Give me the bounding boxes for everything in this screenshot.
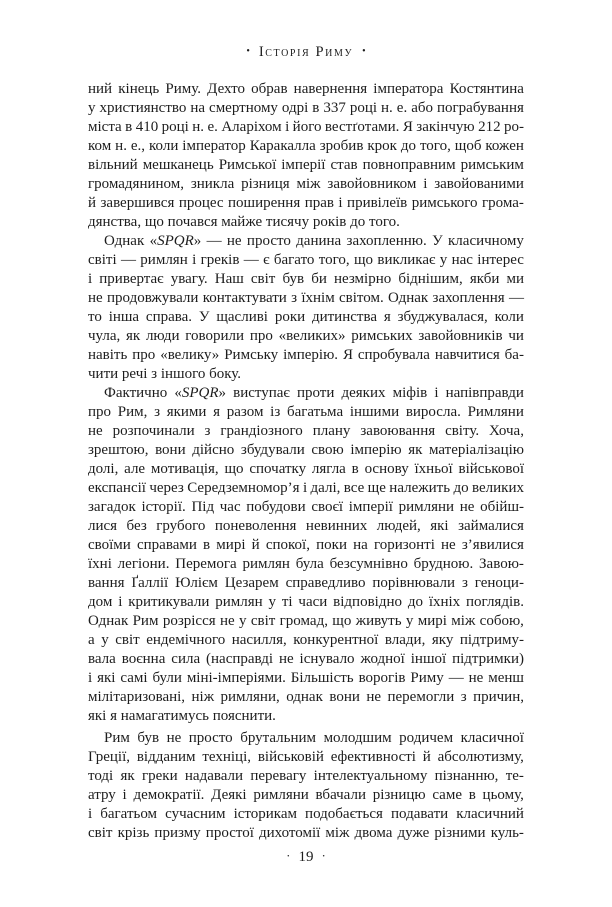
text-line: дом і критикували римлян у ті часи відповідно до їхніх поглядів. [88,594,524,610]
text-line: дянства, що почався майже тисячу років до того. [88,214,400,230]
text-line: світ крізь призму простої дихотомії між двома дуже різними куль- [88,825,524,841]
text-line: не продовжували контактувати з їхнім світом. Однак захоплення — [88,290,524,306]
footer-dot-icon: · [321,848,326,863]
text-line: а у світ ендемічного насилля, конкурентної влади, яку підтриму- [88,632,524,648]
text-line: зрештою, вони дійсно збудували свою імперію як матеріалізацію [88,442,524,458]
text-line: атру і демократії. Деякі римляни вбачали різницю саме в цьому, [88,787,524,803]
text-line: Однак «SPQR» — не просто данина захопленню. У класичному [104,233,524,249]
paragraph [88,384,524,726]
paragraph [88,729,524,843]
text-line: мілітаризовані, ніж римляни, однак вони не перемогли з причин, [88,689,524,705]
text-line: загадок історії. Під час побудови своєї імперії римляни не обійш- [88,499,524,515]
page-footer [0,848,612,866]
text-block [88,80,524,843]
text-line: вала воєнна сила (насправді не існувало жодної іншої підтримки) [88,651,524,667]
text-line: і які самі були міні-імперіями. Більшість ворогів Риму — не менш [88,670,524,686]
text-line: про Рим, з якими я разом із багатьма іншими виросла. Римляни [88,404,524,420]
paragraph [88,80,524,232]
text-line: тоді як греки надавали перевагу інтелектуальному пізнанню, те- [88,768,524,784]
page-number: 19 [298,849,314,865]
header-title: Історія Риму [258,44,354,60]
text-line: чула, як люди говорили про «великих» римських завойовників чи [88,328,524,344]
text-line: і привертає увагу. Наш світ був би незмірно біднішим, якби ми [88,271,524,287]
text-line: громадянином, зникла різниця між завойовником і завойованими [88,176,524,192]
running-header [0,44,612,61]
text-line: Рим був не просто брутальним молодшим родичем класичної [104,730,524,746]
text-line: не розпочинали з грандіозного плану завоювання світу. Хоча, [88,423,524,439]
text-line: ний кінець Риму. Дехто обрав навернення імператора Костянтина [88,81,524,97]
footer-dot-icon: · [286,848,291,863]
text-line: які я намагатимусь пояснити. [88,708,276,724]
text-line: вання Ґаллії Юлієм Цезарем справедливо порівнювали з геноци- [88,575,524,591]
text-line: і багатьом сучасним історикам подобається подавати класичний [88,806,524,822]
text-line: чити речі з іншого боку. [88,366,242,382]
text-line: у християнство на смертному одрі в 337 році н. е. або пограбування [88,100,524,116]
header-bullet-icon: • [246,46,250,57]
text-line: то інша справа. У щасливі роки дитинства я збуджувалася, коли [88,309,524,325]
text-line: навіть про «велику» Римську імперію. Я спробувала навчитися ба- [88,347,524,363]
text-line: своїми справами в мирі й спокої, поки на горизонті не з’явилися [88,537,524,553]
text-line: Фактично «SPQR» виступає проти деяких міфів і напівправди [104,385,524,401]
text-line: міста в 410 році н. е. Аларіхом і його вестґотами. Я закінчую 212 ро- [88,119,524,135]
text-line: ком н. е., коли імператор Каракалла зробив крок до того, щоб кожен [88,138,524,154]
text-line: й завершився процес поширення прав і привілеїв римського грома- [88,195,524,211]
text-line: експансії через Середземномор’я і далі, все ще належить до великих [88,480,524,496]
header-bullet-icon: • [362,46,366,57]
text-line: лися без грубого поневолення невинних людей, які займалися [88,518,524,534]
text-line: Однак Рим розрісся не у світ громад, що живуть у мирі між собою, [88,613,524,629]
text-line: світі — римлян і греків — є багато того, що викликає у нас інтерес [88,252,524,268]
text-line: вільний мешканець Римської імперії став повноправним римським [88,157,524,173]
text-line: Греції, відданим техніці, військовій ефективності й абсолютизму, [88,749,524,765]
paragraph [88,232,524,384]
text-line: їхні легіони. Перемога римлян була безсумнівно брудною. Завою- [88,556,524,572]
text-line: долі, але мотивація, що спочатку лягла в основу їхньої військової [88,461,524,477]
